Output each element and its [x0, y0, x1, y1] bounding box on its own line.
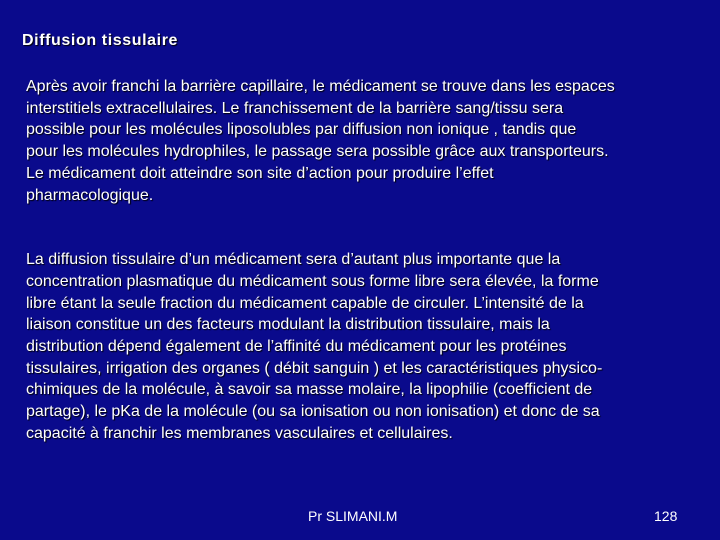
slide-body: [26, 76, 686, 445]
paragraph-1-line: interstitiels extracellulaires. Le franchissement de la barrière sang/tissu sera: [26, 99, 564, 117]
paragraph-1-line: possible pour les molécules liposolubles par diffusion non ionique , tandis que: [26, 121, 577, 139]
paragraph-2-line: liaison constitue un des facteurs modulant la distribution tissulaire, mais la: [26, 316, 550, 334]
paragraph-1-line: Après avoir franchi la barrière capillaire, le médicament se trouve dans les espaces: [26, 78, 615, 95]
paragraph-2-line: tissulaires, irrigation des organes ( débit sanguin ) et les caractéristiques physico-: [26, 359, 603, 377]
paragraph-1-line: pour les molécules hydrophiles, le passage sera possible grâce aux transporteurs.: [26, 143, 609, 161]
paragraph-1: [26, 76, 686, 206]
paragraph-1-line: Le médicament doit atteindre son site d’action pour produire l’effet: [26, 164, 494, 182]
paragraph-2-line: chimiques de la molécule, à savoir sa masse molaire, la lipophilie (coefficient de: [26, 381, 593, 399]
paragraph-2: [26, 249, 686, 444]
paragraph-1-line: pharmacologique.: [26, 186, 154, 204]
paragraph-2-line: capacité à franchir les membranes vasculaires et cellulaires.: [26, 424, 453, 442]
paragraph-2-line: distribution dépend également de l’affinité du médicament pour les protéines: [26, 338, 567, 356]
footer-author: Pr SLIMANI.M: [308, 508, 398, 524]
paragraph-2-line: partage), le pKa de la molécule (ou sa ionisation ou non ionisation) et donc de sa: [26, 403, 600, 421]
paragraph-2-line: La diffusion tissulaire d’un médicament sera d’autant plus importante que la: [26, 251, 561, 269]
slide-title: Diffusion tissulaire: [22, 32, 179, 49]
paragraph-2-line: libre étant la seule fraction du médicament capable de circuler. L’intensité de la: [26, 294, 584, 312]
paragraph-2-line: concentration plasmatique du médicament sous forme libre sera élevée, la forme: [26, 272, 599, 290]
footer-page-number: 128: [654, 508, 678, 524]
